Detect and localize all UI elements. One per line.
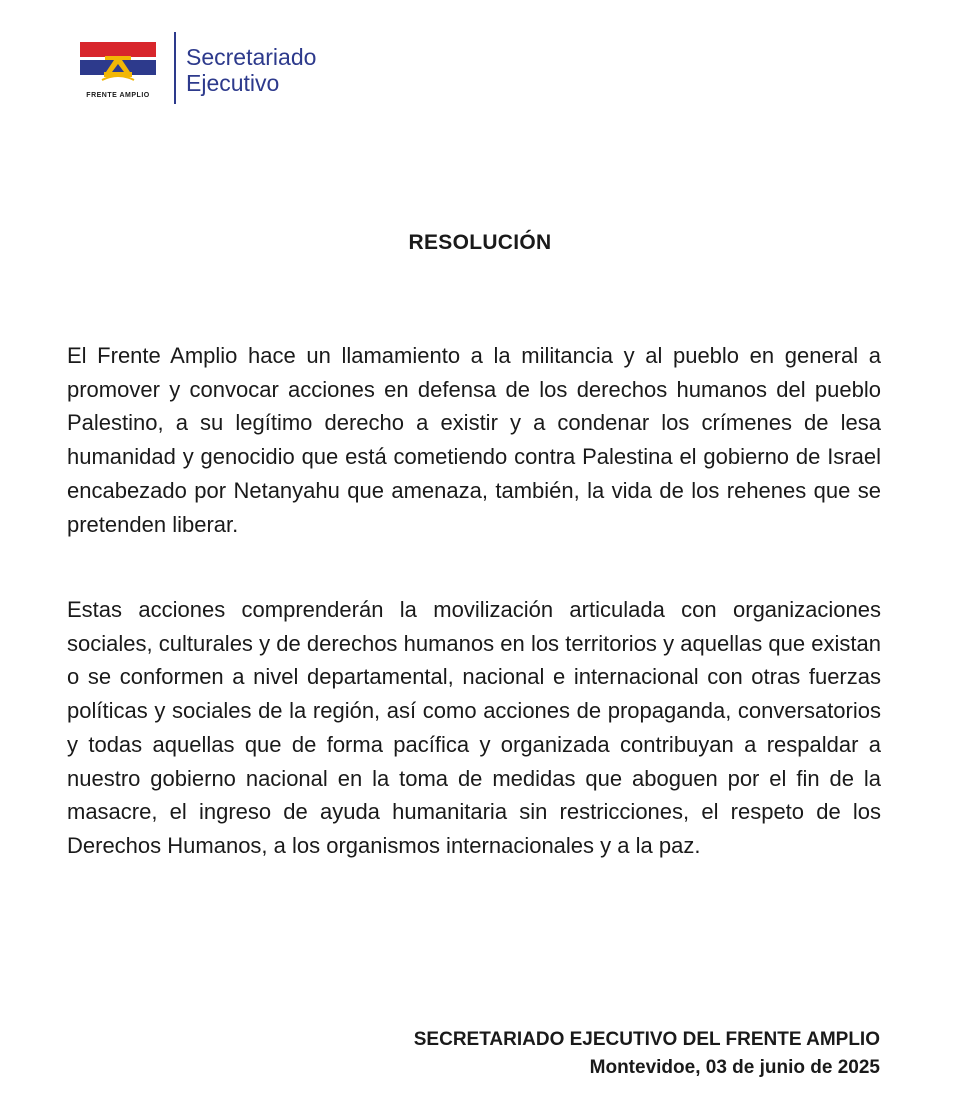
logo-label: FRENTE AMPLIO [86,92,150,99]
signature-place-date: Montevidoe, 03 de junio de 2025 [589,1057,880,1078]
organization-name [186,44,316,96]
header [80,32,317,108]
document-title: RESOLUCIÓN [408,231,552,254]
flag-icon [80,42,158,90]
signature-block [414,1026,880,1082]
header-divider [174,32,176,104]
org-name-line1: Secretariado [186,44,317,70]
paragraph-1: El Frente Amplio hace un llamamiento a la militancia y al pueblo en general a promover y convocar acciones en defensa de los derechos humanos del pueblo Palestino, a su legítimo derecho a existir y a condenar los crímenes de lesa humanidad y genocidio que está cometiendo contra Palestina el gobierno de Israel encabezado por Netanyahu que amenaza, también, la vida de los rehenes que se pretenden liberar. [67,343,881,537]
paragraph-2: Estas acciones comprenderán la movilización articulada con organizaciones sociales, culturales y de derechos humanos en los territorios y aquellas que existan o se conformen a nivel departamental, nacional e internacional con otras fuerzas políticas y sociales de la región, así como acciones de propaganda, conversatorios y todas aquellas que de forma pacífica y organizada contribuyan a respaldar a nuestro gobierno nacional en la toma de medidas que aboguen por el fin de la masacre, el ingreso de ayuda humanitaria sin restricciones, el respeto de los Derechos Humanos, a los organismos internacionales y a la paz. [67,597,881,858]
org-name-line2: Ejecutivo [186,70,280,96]
frente-amplio-logo [80,42,158,106]
signature-organization: SECRETARIADO EJECUTIVO DEL FRENTE AMPLIO [413,1029,880,1050]
